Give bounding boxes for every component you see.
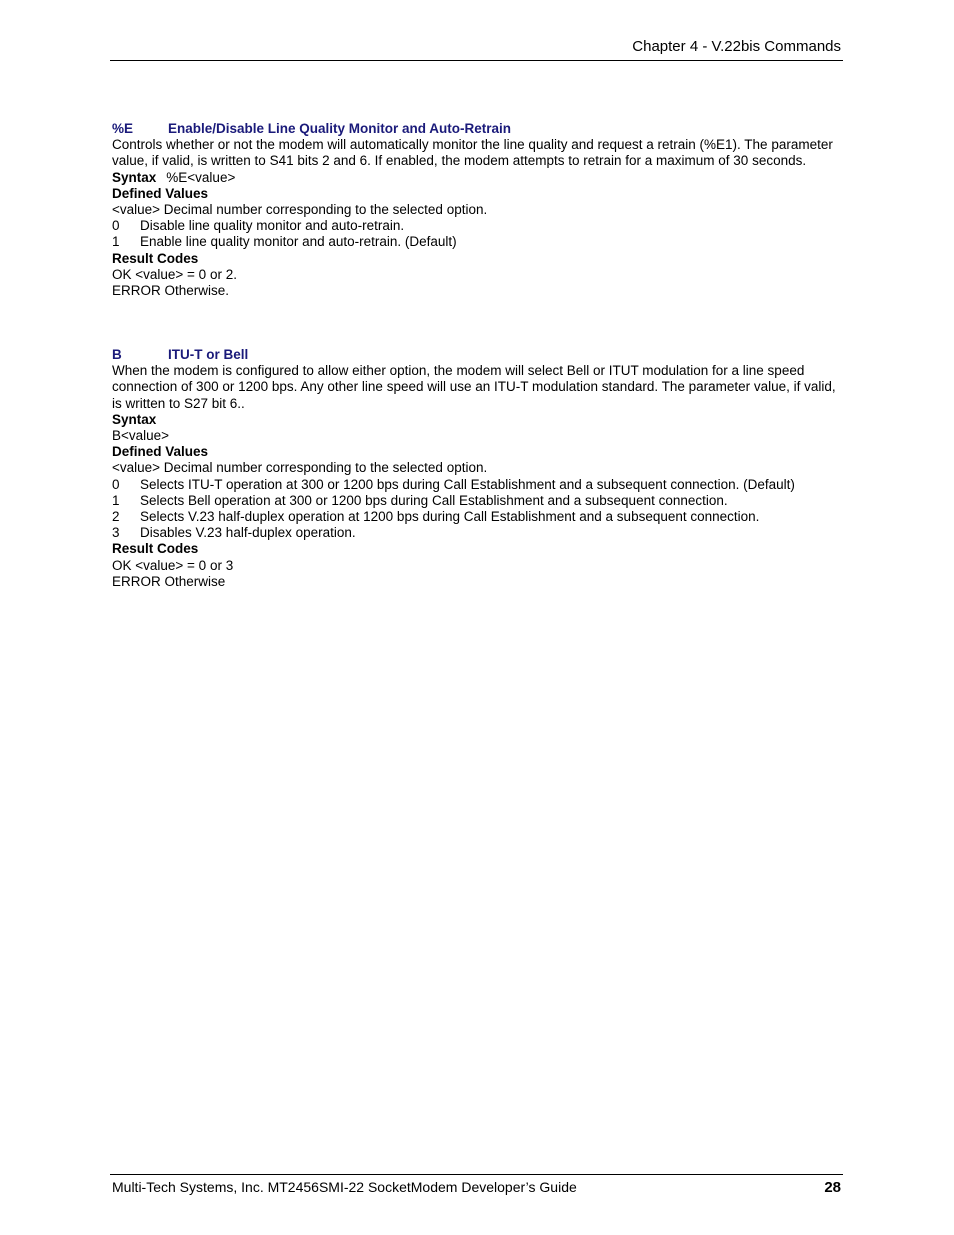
- chapter-title: Chapter 4 - V.22bis Commands: [632, 38, 841, 55]
- page-number: 28: [824, 1179, 841, 1196]
- syntax-line: [112, 170, 844, 186]
- result-codes-label: Result Codes: [112, 250, 199, 266]
- value-number: 0: [112, 218, 120, 234]
- result-code: ERROR Otherwise: [112, 573, 226, 589]
- result-code: OK <value> = 0 or 3: [112, 557, 234, 573]
- value-description: <value> Decimal number corresponding to the selected option.: [112, 460, 488, 476]
- value-text: Disable line quality monitor and auto-retrain.: [140, 218, 405, 234]
- value-text: Selects ITU-T operation at 300 or 1200 bps during Call Establishment and a subsequent connection. (Default): [140, 476, 795, 492]
- page-header: [110, 38, 843, 61]
- syntax-value: %E<value>: [166, 169, 236, 185]
- value-number: 3: [112, 525, 120, 541]
- defined-values-label: Defined Values: [112, 185, 209, 201]
- value-row: [112, 218, 844, 234]
- footer-title: Multi-Tech Systems, Inc. MT2456SMI-22 SocketModem Developer’s Guide: [112, 1179, 577, 1195]
- result-code: OK <value> = 0 or 2.: [112, 266, 237, 282]
- syntax-value: B<value>: [112, 428, 170, 444]
- section-percent-e: [112, 121, 844, 299]
- command-title: ITU-T or Bell: [168, 347, 249, 362]
- command-name: B: [112, 347, 122, 362]
- section-b: [112, 347, 844, 590]
- value-row: [112, 477, 844, 493]
- defined-values-label: Defined Values: [112, 444, 209, 460]
- syntax-label: Syntax: [112, 169, 157, 185]
- value-row: [112, 525, 844, 541]
- value-text: Disables V.23 half-duplex operation.: [140, 525, 356, 541]
- value-number: 1: [112, 492, 120, 508]
- value-number: 2: [112, 509, 120, 525]
- section-heading: [112, 347, 844, 363]
- command-name: %E: [112, 121, 134, 136]
- page-footer: [110, 1174, 843, 1196]
- syntax-label: Syntax: [112, 411, 157, 427]
- section-heading: [112, 121, 844, 137]
- value-text: Selects V.23 half-duplex operation at 1200 bps during Call Establishment and a subsequent connection.: [140, 509, 760, 525]
- result-codes-label: Result Codes: [112, 541, 199, 557]
- value-number: 1: [112, 234, 120, 250]
- value-row: [112, 234, 844, 250]
- value-description: <value> Decimal number corresponding to the selected option.: [112, 202, 488, 218]
- value-text: Selects Bell operation at 300 or 1200 bps during Call Establishment and a subsequent connection.: [140, 492, 728, 508]
- command-description: When the modem is configured to allow either option, the modem will select Bell or ITUT modulation for a line speed connection of 300 or 1200 bps. Any other line speed will use an ITU-T modulation standard. The parameter value, if valid, is written to S27 bit 6..: [112, 363, 836, 411]
- command-description: Controls whether or not the modem will automatically monitor the line quality and request a retrain (%E1). The parameter value, if valid, is written to S41 bits 2 and 6. If enabled, the modem attempts to retrain for a maximum of 30 seconds.: [112, 137, 833, 169]
- result-code: ERROR Otherwise.: [112, 283, 230, 299]
- value-text: Enable line quality monitor and auto-retrain. (Default): [140, 234, 457, 250]
- value-number: 0: [112, 476, 120, 492]
- command-title: Enable/Disable Line Quality Monitor and Auto-Retrain: [168, 121, 512, 136]
- value-row: [112, 493, 844, 509]
- value-row: [112, 509, 844, 525]
